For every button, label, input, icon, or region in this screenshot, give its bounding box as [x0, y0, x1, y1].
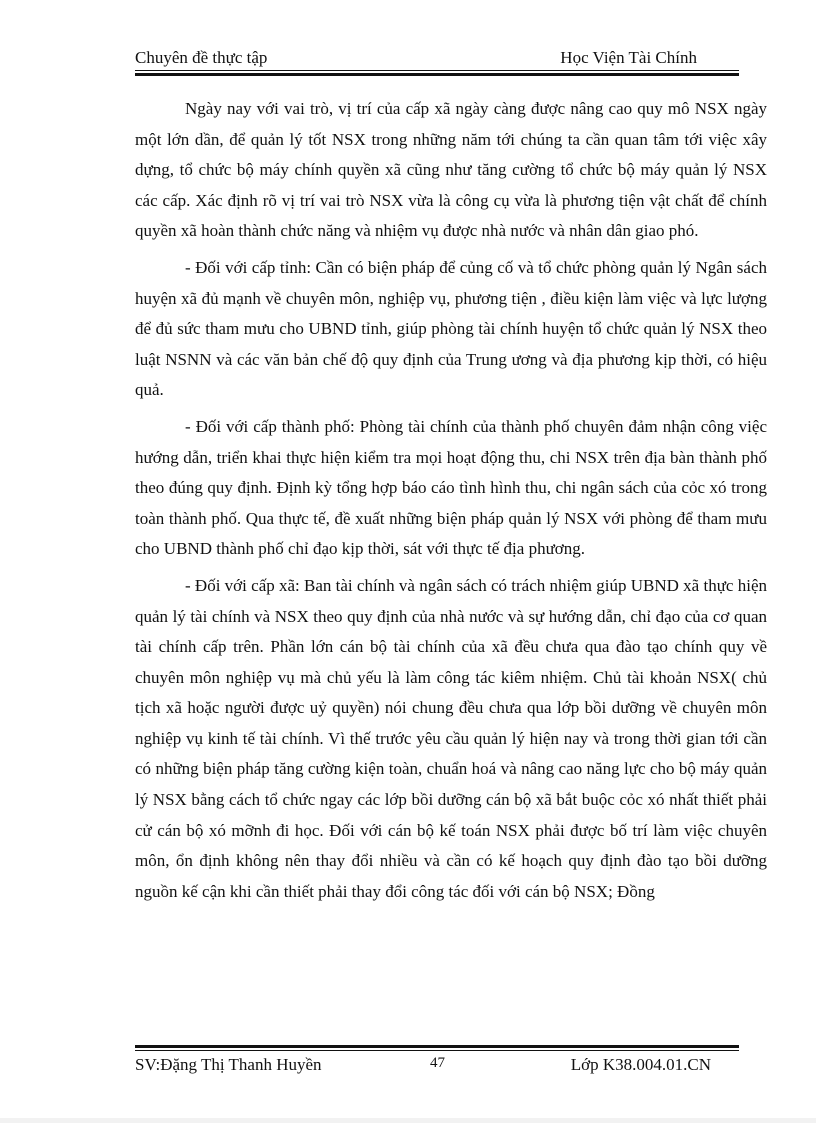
header-left-title: Chuyên đề thực tập	[135, 48, 268, 67]
paragraph-intro: Ngày nay với vai trò, vị trí của cấp xã ngày càng được nâng cao quy mô NSX ngày một lớn dần, để quản lý tốt NSX trong những năm tới chúng ta cần quan tâm tới việc xây dựng, tổ chức bộ máy chính quyền xã cũng như tăng cường tổ chức bộ máy quản lý NSX các cấp. Xác định rõ vị trí vai trò NSX vừa là công cụ vừa là phương tiện vật chất để chính quyền xã hoàn thành chức năng và nhiệm vụ được nhà nước và nhân dân giao phó.	[135, 99, 767, 241]
header-rule-thick	[135, 73, 739, 76]
footer-class-code: Lớp K38.004.01.CN	[570, 1055, 711, 1074]
page-number: 47	[430, 1055, 445, 1071]
header-rule-thin	[135, 70, 739, 71]
footer-rule-thin	[135, 1050, 739, 1051]
body-text	[135, 94, 767, 913]
footer-rule-thick	[135, 1045, 739, 1048]
page-footer	[135, 1055, 739, 1077]
footer-student-name: SV:Đặng Thị Thanh Huyền	[135, 1055, 322, 1074]
header-right-title: Học Viện Tài Chính	[560, 48, 697, 67]
scan-bottom-edge	[0, 1118, 816, 1123]
paragraph-commune-level: - Đối với cấp xã: Ban tài chính và ngân sách có trách nhiệm giúp UBND xã thực hiện quản lý tài chính và NSX theo quy định của nhà nước và sự hướng dẫn, chỉ đạo của cơ quan tài chính cấp trên. Phần lớn cán bộ tài chính của xã đều chưa qua đào tạo chính quy về chuyên môn nghiệp vụ mà chủ yếu là làm công tác kiêm nhiệm. Chủ tài khoản NSX( chủ tịch xã hoặc người được uỷ quyền) nói chung đều chưa qua lớp bồi dưỡng về chuyên môn nghiệp vụ kinh tế tài chính. Vì thế trước yêu cầu quản lý hiện nay và trong thời gian tới cần có những biện pháp tăng cường kiện toàn, chuẩn hoá và nâng cao năng lực cho bộ máy quản lý NSX bằng cách tổ chức ngay các lớp bồi dưỡng cán bộ xã bắt buộc cỏc xó nhất thiết phải cử cán bộ xó mỡnh đi học. Đối với cán bộ kế toán NSX phải được bố trí làm việc chuyên môn, ổn định không nên thay đổi nhiều và cần có kế hoạch quy định đào tạo bồi dưỡng nguồn kế cận khi cần thiết phải thay đổi công tác đối với cán bộ NSX; Đồng	[135, 575, 767, 901]
paragraph-city-level: - Đối với cấp thành phố: Phòng tài chính của thành phố chuyên đảm nhận công việc hướng dẫn, triển khai thực hiện kiểm tra mọi hoạt động thu, chi NSX trên địa bàn thành phố theo đúng quy định. Định kỳ tổng hợp báo cáo tình hình thu, chi ngân sách của cỏc xó trong toàn thành phố. Qua thực tế, đề xuất những biện pháp quản lý NSX với phòng để tham mưu cho UBND thành phố chỉ đạo kịp thời, sát với thực tế địa phương.	[135, 416, 767, 559]
paragraph-province-level: - Đối với cấp tỉnh: Cần có biện pháp để củng cố và tổ chức phòng quản lý Ngân sách huyện xã đủ mạnh về chuyên môn, nghiệp vụ, phương tiện , điều kiện làm việc và lực lượng để đủ sức tham mưu cho UBND tỉnh, giúp phòng tài chính huyện tổ chức quản lý NSX theo luật NSNN và các văn bản chế độ quy định của Trung ương và địa phương kịp thời, có hiệu quả.	[135, 257, 767, 400]
page-header	[135, 48, 739, 70]
